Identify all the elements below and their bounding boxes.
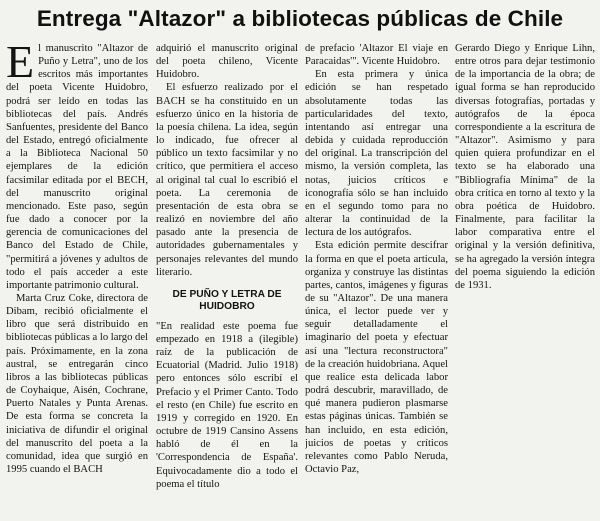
article-column-3: [305, 42, 448, 516]
section-subhead: DE PUÑO Y LETRA DE HUIDOBRO: [172, 288, 282, 313]
paragraph: Gerardo Diego y Enrique Lihn, entre otros para dejar testimonio de la importancia de la obra; de igual forma se han reproducido diversas fotografías, portadas y autógrafos de la época correspondiente a la escritura de "Altazor". Asimismo y para quien quiera profundizar en el texto se ha elaborado una "Bibliografía Mínima" de la obra crítica en torno al texto y la obra poética de Huidobro. Finalmente, para facilitar la labor comparativa entre el original y la versión definitiva, se ha agregado la versión íntegra del poema siguiendo la edición de 1931.: [455, 43, 595, 291]
drop-cap: E: [6, 42, 35, 87]
article-column-2: [156, 42, 298, 516]
headline: Entrega "Altazor" a bibliotecas públicas de Chile: [36, 6, 564, 31]
paragraph-text: l manuscrito "Altazor de Puño y Letra", uno de los escritos más importantes del poeta Vicente Huidobro, podrá ser leído en todas las bibliotecas del país. Andrés Sanfuentes, presidente del Banco del Estado, entregó oficialmente a la Biblioteca Nacional 50 ejemplares de la edición facsimilar editada por el BECH, del manuscrito original mencionado. Este paso, según fue dado a conocer por la gerencia de comunicaciones del Banco del Estado de Chile, "permitirá a jóvenes y adultos de todo el país acceder a este importante patrimonio cultural.: [6, 43, 148, 291]
paragraph: Marta Cruz Coke, directora de Dibam, recibió oficialmente el libro que será distribuido en bibliotecas públicas a lo largo del país. Próximamente, en la zona austral, se entregarán cinco libros a las bibliotecas públicas de Coyhaique, Aisén, Cochrane, Puerto Natales y Punta Arenas. De esta forma se concreta la iniciativa de difundir el original del manuscrito del poeta a la comunidad, idea que surgió en 1995 cuando el BACH: [6, 292, 148, 475]
paragraph: "En realidad este poema fue empezado en 1918 a (ilegible) raíz de la publicación de Ecuatorial (Madrid. Julio 1918) pero entonces sólo escribí el Prefacio y el Primer Canto. Todo el resto (en Chile) fue escrito en 1919 y corregido en 1920. En octubre de 1919 Cansino Assens habló de él en la 'Correspondencia de España'. Equivocadamente dio a todo el poema el título: [156, 320, 298, 490]
paragraph: El esfuerzo realizado por el BACH se ha constituido en un esfuerzo único en la historia de la poesía chilena. La idea, según lo indicado, fue ofrecer al público un texto facsimilar y no crítico, que permitiera el acceso al original tal cual lo escribió el poeta. La ceremonia de presentación de esta obra se realizó en noviembre del año pasado ante la presencia de autoridades gubernamentales y personajes relevantes del mundo literario.: [156, 82, 298, 278]
paragraph: [6, 42, 148, 292]
article-column-1: [6, 42, 148, 516]
paragraph: de prefacio 'Altazor El viaje en Paracaidas'". Vicente Huidobro.: [305, 43, 448, 68]
paragraph: Esta edición permite descifrar la forma en que el poeta articula, organiza y construye las distintas partes, cantos, imágenes y figuras de su "Altazor". De una manera única, el lector puede ver y seguir detalladamente el imaginario del poeta y efectuar así una "lectura reconstructora" de la creación huidobriana. Aquel que realice esta delicada labor podrá descubrir, maravillado, de qué manera pudieron plasmarse estas páginas únicas. También se han incluido, en esta edición, juicios de poetas y críticos relevantes como Pablo Neruda, Octavio Paz,: [305, 240, 448, 475]
paragraph: En esta primera y única edición se han respetado absolutamente todas las particularidades del texto, intentando así entregar una debida y cuidada reproducción del original. La transcripción del mismo, la versión completa, las notas, juicios críticos e iconografía sólo se han incluido en el segundo tomo para no alterar la continuidad de la lectura de los autógrafos.: [305, 69, 448, 239]
paragraph: adquirió el manuscrito original del poeta chileno, Vicente Huidobro.: [156, 43, 298, 81]
article-column-4: [455, 42, 595, 516]
